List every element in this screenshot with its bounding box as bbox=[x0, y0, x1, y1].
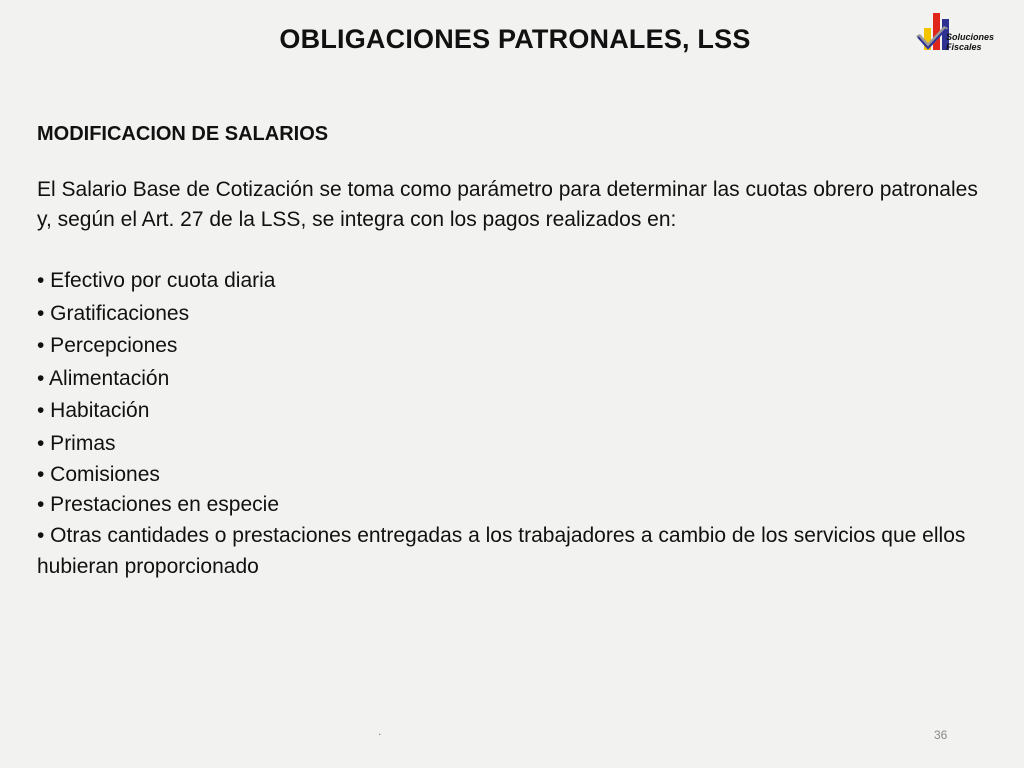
list-item: • Percepciones bbox=[37, 334, 178, 357]
list-item: • Prestaciones en especie bbox=[37, 493, 279, 516]
slide-title: OBLIGACIONES PATRONALES, LSS bbox=[279, 24, 751, 54]
list-item: • Otras cantidades o prestaciones entregadas a los trabajadores a cambio de los servicios que ellos hubieran proporcionado bbox=[37, 524, 966, 578]
list-item: • Comisiones bbox=[37, 463, 160, 486]
page-number: 36 bbox=[934, 728, 948, 742]
logo-text-line1: Soluciones bbox=[946, 32, 995, 42]
list-item: • Habitación bbox=[37, 399, 150, 422]
logo-text-line2: Fiscales bbox=[946, 42, 982, 52]
slide-content bbox=[37, 120, 987, 582]
list-item: • Primas bbox=[37, 431, 116, 455]
section-heading: MODIFICACION DE SALARIOS bbox=[37, 123, 329, 145]
list-item: • Gratificaciones bbox=[37, 301, 190, 325]
list-item: • Efectivo por cuota diaria bbox=[37, 269, 276, 292]
payments-list bbox=[37, 265, 987, 582]
footer-mark: . bbox=[378, 724, 382, 738]
intro-paragraph: El Salario Base de Cotización se toma como parámetro para determinar las cuotas obrero patronales y, según el Art. 27 de la LSS, se integra con los pagos realizados en: bbox=[37, 178, 978, 231]
list-item: • Alimentación bbox=[37, 366, 170, 390]
